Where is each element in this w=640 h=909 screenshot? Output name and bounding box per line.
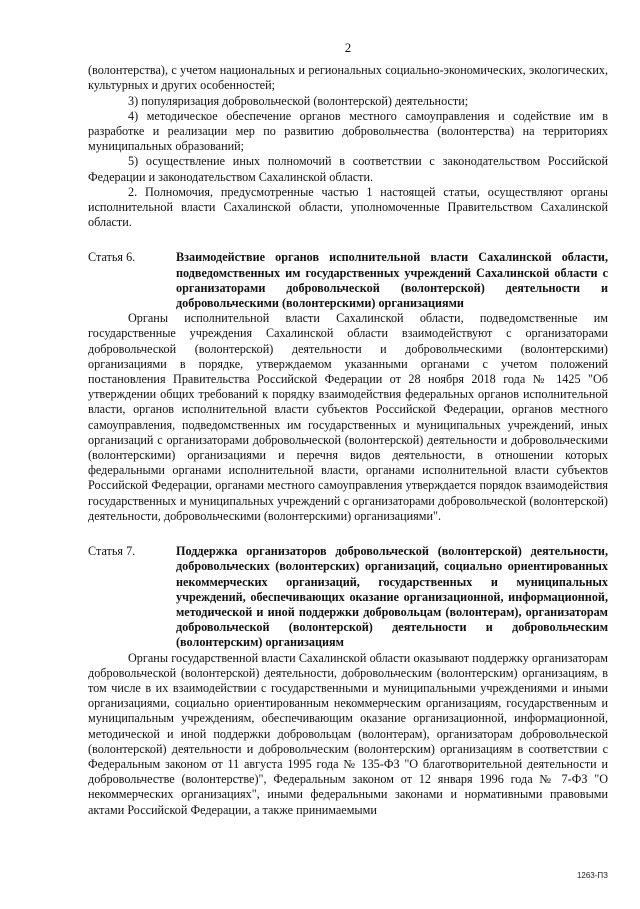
page-number: 2	[344, 40, 352, 55]
article-6-heading	[88, 250, 608, 311]
article-7-body: Органы государственной власти Сахалинской области оказывают поддержку организаторам добровольческой (волонтерской) деятельности, добровольческим (волонтерским) организациям, в том числе в их взаимодействии с государственными и муниципальными учреждениями и иными организациями, социально ориентированным некоммерческим организациям, государственным и муниципальным учреждениям, обеспечивающим оказание организационной, информационной, методической и иной поддержки добровольцам (волонтерам), организаторам добровольческой (волонтерской) деятельности и добровольческим (волонтерским) организациям в соответствии с Федеральным законом от 11 августа 1995 года № 135-ФЗ "О благотворительной деятельности и добровольчестве (волонтерстве)", Федеральным законом от 12 января 1996 года № 7-ФЗ "О некоммерческих организациях", иными федеральными законами и нормативными правовыми актами Российской Федерации, а также принимаемыми	[88, 650, 608, 817]
paragraph-part-2: 2. Полномочия, предусмотренные частью 1 настоящей статьи, осуществляют органы исполнительной власти Сахалинской области, уполномоченные Правительством Сахалинской области.	[88, 184, 608, 230]
paragraph-continuation: (волонтерства), с учетом национальных и региональных социально-экономических, экологических, культурных и других особенностей;	[88, 63, 608, 93]
article-7-label: Статья 7.	[88, 544, 136, 559]
paragraph-item-5: 5) осуществление иных полномочий в соответствии с законодательством Российской Федерации и законодательством Сахалинской области.	[88, 154, 608, 184]
document-code: 1263-ПЗ	[576, 870, 608, 880]
article-7-heading	[88, 544, 608, 650]
paragraph-item-3: 3) популяризация добровольческой (волонтерской) деятельности;	[128, 93, 469, 108]
article-6-body: Органы исполнительной власти Сахалинской области, подведомственные им государственные учреждения Сахалинской области взаимодействуют с организаторами добровольческой (волонтерской) деятельности и добровольческими (волонтерскими) организациями в порядке, утверждаемом указанными органами с учетом положений постановления Правительства Российской Федерации от 28 ноября 2018 года № 1425 "Об утверждении общих требований к порядку взаимодействия федеральных органов исполнительной власти, органов исполнительной власти субъектов Российской Федерации, органов местного самоуправления, подведомственных им государственных и муниципальных учреждений, иных организаций с организаторами добровольческой (волонтерской) деятельности и добровольческими (волонтерскими) организациями и перечня видов деятельности, в отношении которых федеральными органами исполнительной власти, органами исполнительной власти субъектов Российской Федерации, органами местного самоуправления утверждается порядок взаимодействия государственных и муниципальных учреждений с организаторами добровольческой (волонтерской) деятельности, добровольческими (волонтерскими) организациями".	[88, 311, 608, 523]
article-7-title: Поддержка организаторов добровольческой (волонтерской) деятельности, добровольческих (волонтерских) организаций, социально ориентированных некоммерческих организаций, государственных и муниципальных учреждений, обеспечивающих оказание организационной, информационной, методической и иной поддержки добровольцам (волонтерам), организаторам добровольческой (волонтерской) деятельности и добровольческим (волонтерским) организациям	[176, 544, 608, 650]
article-6-title: Взаимодействие органов исполнительной власти Сахалинской области, подведомственных им государственных учреждений Сахалинской области с организаторами добровольческой (волонтерской) деятельности и добровольческими (волонтерскими) организациями	[176, 250, 608, 311]
paragraph-item-4: 4) методическое обеспечение органов местного самоуправления и содействие им в разработке и реализации мер по развитию добровольчества (волонтерства) на территориях муниципальных образований;	[88, 108, 608, 154]
article-6-label: Статья 6.	[88, 250, 136, 265]
